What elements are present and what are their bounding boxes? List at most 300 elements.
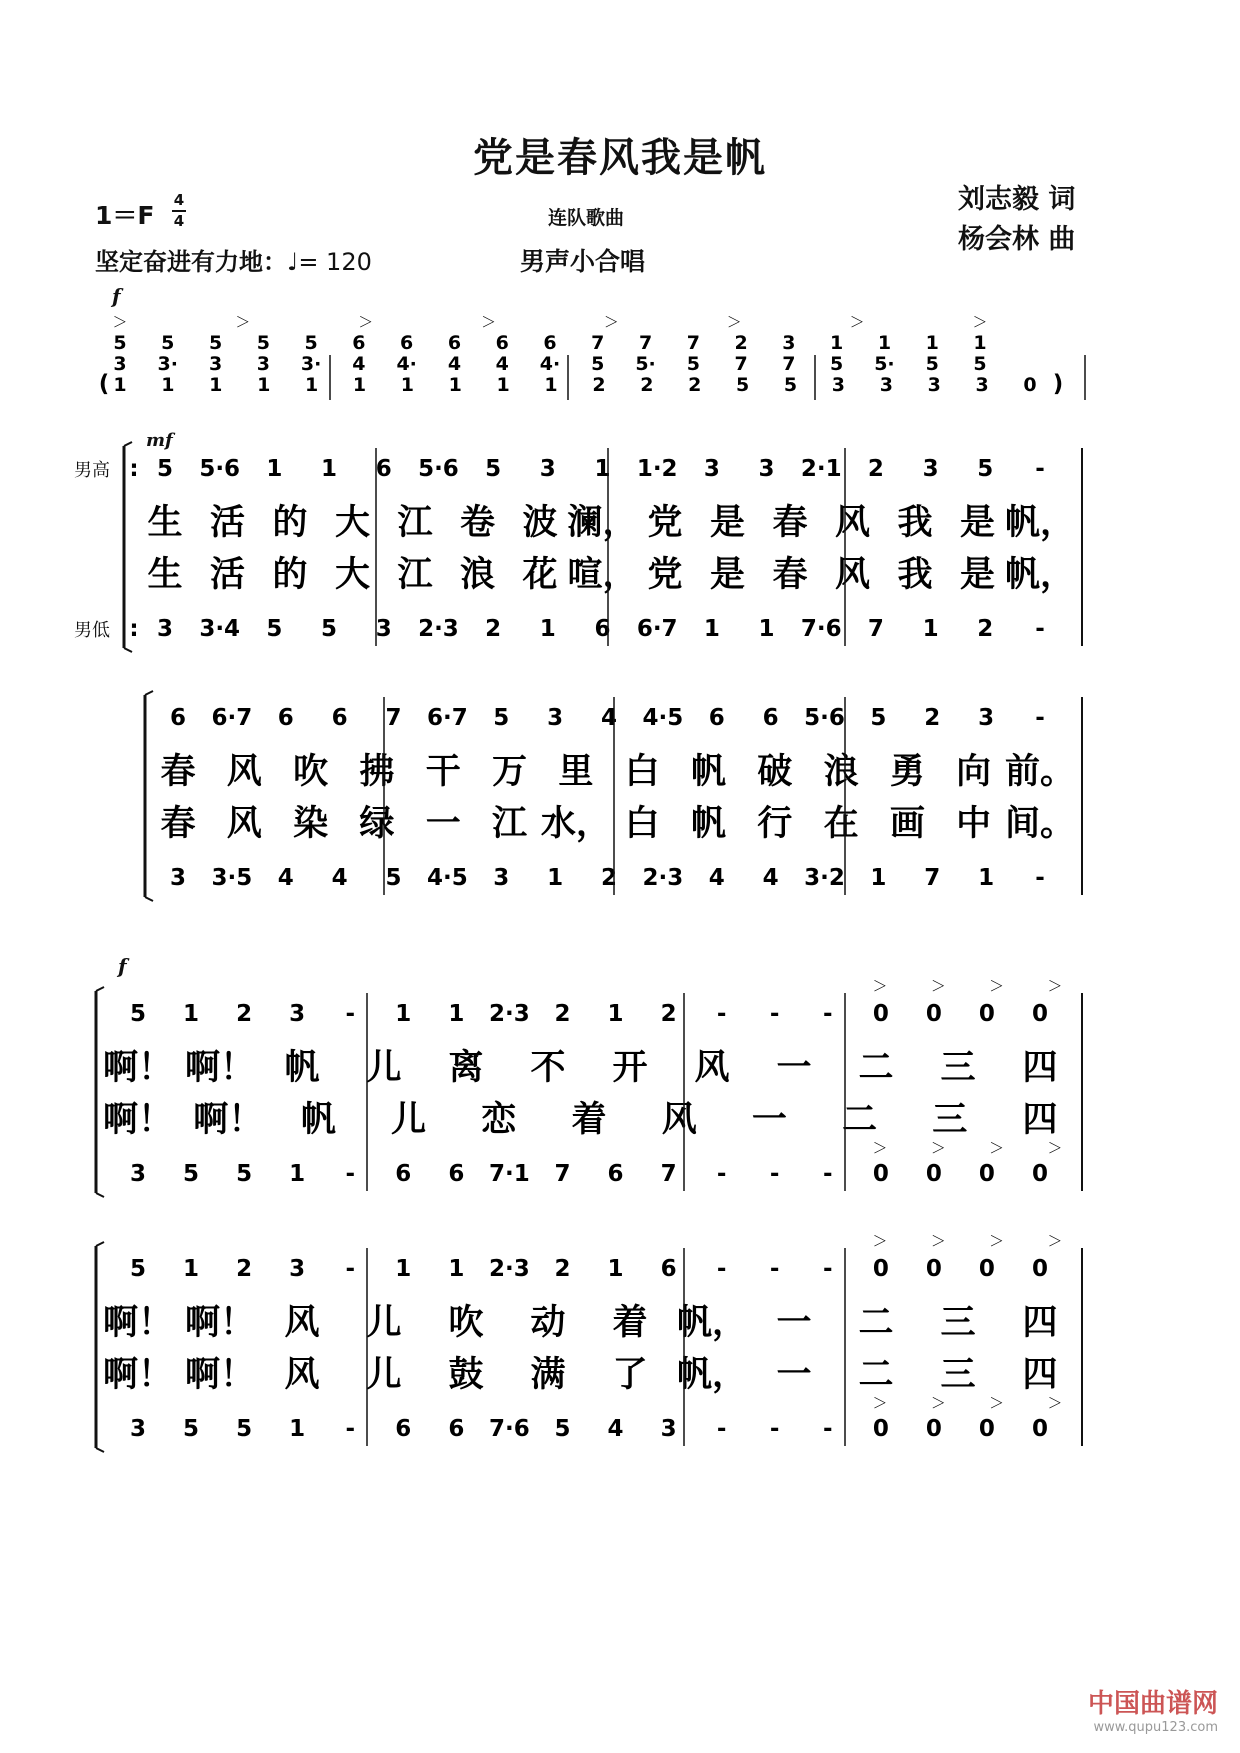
lyric-verse2: 江 — [397, 555, 433, 595]
lyric-verse1: 春 — [160, 752, 196, 792]
system-bracket-cap — [124, 442, 132, 446]
lyric-verse2: 水， — [540, 804, 611, 844]
intro-note-mid: 4· — [539, 353, 561, 375]
intro-note-low: 1 — [400, 374, 414, 396]
accent-mark: ＞ — [726, 313, 742, 331]
melody-note-low: - — [769, 1416, 780, 1442]
melody-note-high: 2·3 — [489, 1001, 530, 1027]
intro-note-mid: 5 — [830, 353, 844, 375]
lyric-verse2: 三 — [940, 1355, 976, 1395]
intro-note-top: 7 — [686, 332, 700, 354]
melody-note-low: 1 — [289, 1161, 306, 1187]
melody-note-high: 2 — [924, 705, 941, 731]
accent-mark: ＞ — [112, 313, 128, 331]
tempo-text: 坚定奋进有力地： — [95, 248, 287, 276]
lyric-verse1: 帆 — [284, 1048, 320, 1088]
melody-note-low: 6 — [395, 1416, 412, 1442]
intro-close-paren: ) — [1052, 371, 1064, 397]
melody-note-low: 1 — [539, 616, 556, 642]
lyric-verse2: 帆， — [1004, 555, 1076, 595]
melody-note-low: 2 — [485, 616, 502, 642]
melody-note-high: 5 — [977, 456, 994, 482]
intro-note-low: 1 — [113, 374, 127, 396]
melody-note-low: 6·7 — [636, 616, 678, 642]
accent-mark: ＞ — [1047, 1232, 1063, 1250]
lyric-verse1: 二 — [858, 1048, 894, 1088]
lyric-verse1: 三 — [940, 1303, 976, 1343]
lyric-verse2: 二 — [842, 1100, 878, 1140]
melody-note-low: 7·1 — [489, 1161, 530, 1187]
intro-note-top: 7 — [638, 332, 653, 354]
lyric-verse2: 染 — [293, 804, 329, 844]
melody-note-low: 3 — [129, 1161, 147, 1187]
accent-mark: ＞ — [930, 1139, 946, 1157]
intro-note-mid: 4 — [352, 353, 366, 375]
tempo-value: ♩= 120 — [287, 248, 372, 276]
lyric-verse1: 大 — [334, 503, 371, 543]
melody-note-high: 5 — [870, 705, 887, 731]
melody-note-low: 5 — [385, 865, 402, 891]
melody-note-low: 1 — [703, 616, 720, 642]
lyric-verse1: 风 — [834, 503, 871, 543]
melody-note-high: 3 — [758, 456, 775, 482]
intro-note-top: 6 — [352, 332, 366, 354]
lyric-verse2: 儿 — [391, 1100, 427, 1140]
melody-note-low: 0 — [925, 1416, 942, 1442]
accent-mark: ＞ — [481, 313, 497, 331]
melody-note-low: 2 — [600, 865, 618, 891]
intro-note-low: 1 — [209, 374, 223, 396]
lyric-verse1: 春 — [772, 503, 808, 543]
intro-note-top: 5 — [208, 332, 223, 354]
melody-note-low: - — [345, 1416, 356, 1442]
accent-mark: ＞ — [872, 1232, 888, 1250]
lyric-verse1: 不 — [530, 1048, 566, 1088]
melody-note-low: 3·5 — [211, 865, 253, 891]
lyric-verse1: 拂 — [359, 752, 395, 792]
accent-mark: ＞ — [1047, 977, 1063, 995]
intro-note-low: 3 — [831, 374, 846, 396]
intro-note-top: 6 — [495, 332, 509, 354]
lyric-verse1: 吹 — [448, 1303, 484, 1343]
time-sig-numerator: 4 — [173, 191, 185, 209]
lyric-verse2: 党 — [647, 555, 683, 595]
lyric-verse1: 开 — [612, 1048, 648, 1088]
intro-note-mid: 3 — [256, 353, 270, 375]
lyric-verse2: 是 — [709, 555, 746, 595]
melody-note-high: 6 — [375, 456, 392, 482]
melody-note-low: 0 — [1031, 1416, 1049, 1442]
melody-note-low: - — [1035, 616, 1045, 642]
melody-note-low: 0 — [925, 1161, 942, 1187]
key-signature: 1＝F — [95, 201, 155, 230]
watermark-text: 中国曲谱网 — [1087, 1689, 1218, 1719]
melody-note-low: 4 — [762, 865, 779, 891]
accent-mark: ＞ — [872, 1394, 888, 1412]
intro-note-mid: 3 — [208, 353, 223, 375]
melody-note-high: 0 — [1031, 1001, 1049, 1027]
lyric-verse2: 江 — [492, 804, 528, 844]
melody-note-high: 2·3 — [489, 1256, 530, 1282]
lyric-verse2: 儿 — [366, 1355, 402, 1395]
melody-note-low: 2 — [977, 616, 994, 642]
melody-note-high: 1 — [448, 1256, 465, 1282]
melody-note-low: 4 — [708, 865, 725, 891]
intro-note-top: 2 — [734, 332, 748, 354]
melody-note-high: 0 — [1031, 1256, 1049, 1282]
lyric-verse2: 啊！ — [184, 1355, 256, 1395]
system-bracket-cap — [124, 648, 132, 652]
lyric-verse1: 里 — [558, 752, 594, 792]
intro-note-mid: 7 — [782, 353, 796, 375]
lyric-verse1: 波 — [522, 503, 558, 543]
melody-note-high: - — [822, 1001, 833, 1027]
lyric-verse1: 白 — [624, 752, 660, 792]
melody-note-low: 5 — [183, 1161, 200, 1187]
melody-note-high: 6 — [277, 705, 294, 731]
watermark-url: www.qupu123.com — [1093, 1720, 1218, 1735]
intro-note-top: 1 — [830, 332, 844, 354]
melody-note-low: 3 — [493, 865, 510, 891]
lyric-verse1: 一 — [776, 1048, 812, 1088]
lyric-verse2: 啊！ — [102, 1100, 174, 1140]
lyric-verse2: 喧， — [567, 555, 638, 595]
melody-note-high: 5·6 — [804, 705, 845, 731]
lyric-verse1: 生 — [147, 503, 183, 543]
melody-note-low: 4 — [277, 865, 294, 891]
intro-note-mid: 3· — [300, 353, 322, 375]
lyric-verse2: 花 — [522, 555, 558, 595]
accent-mark: ＞ — [989, 977, 1005, 995]
accent-mark: ＞ — [930, 1232, 946, 1250]
melody-note-high: 3 — [289, 1256, 306, 1282]
intro-note-top: 6 — [543, 332, 557, 354]
intro-note-mid: 5 — [686, 353, 700, 375]
intro-note-low: 1 — [448, 374, 462, 396]
melody-note-low: 5 — [236, 1416, 253, 1442]
melody-note-low: 7 — [924, 865, 941, 891]
lyric-verse1: 儿 — [366, 1303, 402, 1343]
intro-note-low: 2 — [640, 374, 654, 396]
lyric-verse1: 干 — [425, 752, 461, 792]
melody-note-high: 0 — [978, 1001, 995, 1027]
melody-note-low: 0 — [872, 1161, 889, 1187]
intro-note-low: 3 — [975, 374, 989, 396]
intro-note-mid: 4 — [495, 353, 509, 375]
system-bracket-cap — [145, 691, 153, 695]
melody-note-high: 4 — [600, 705, 618, 731]
melody-note-low: 3·4 — [199, 616, 241, 642]
lyric-verse1: 帆 — [690, 752, 726, 792]
lyric-verse2: 画 — [889, 804, 925, 844]
melody-note-low: 3·2 — [804, 865, 845, 891]
melody-note-low: - — [822, 1161, 833, 1187]
melody-note-low: 0 — [872, 1416, 889, 1442]
melody-note-high: - — [769, 1001, 780, 1027]
lyricist-credit: 刘志毅 词 — [958, 184, 1076, 215]
lyric-verse1: 啊！ — [102, 1303, 174, 1343]
lyric-verse2: 活 — [209, 555, 246, 595]
lyric-verse1: 澜， — [567, 503, 638, 543]
lyric-verse1: 儿 — [366, 1048, 402, 1088]
intro-note-low: 1 — [496, 374, 510, 396]
melody-note-high: 6 — [331, 705, 348, 731]
lyric-verse1: 卷 — [459, 503, 496, 543]
accent-mark: ＞ — [989, 1394, 1005, 1412]
lyric-verse2: 春 — [772, 555, 808, 595]
melody-note-low: 0 — [978, 1416, 995, 1442]
melody-note-low: 5 — [183, 1416, 200, 1442]
melody-note-high: 7 — [385, 705, 402, 731]
intro-note-mid: 4· — [396, 353, 417, 375]
melody-note-high: 3 — [547, 705, 564, 731]
dynamic-chorus: f — [118, 954, 127, 978]
accent-mark: ＞ — [989, 1139, 1005, 1157]
melody-note-low: 0 — [1031, 1161, 1049, 1187]
accent-mark: ＞ — [972, 313, 988, 331]
lyric-verse2: 啊！ — [102, 1355, 174, 1395]
melody-note-high: 1 — [448, 1001, 465, 1027]
melody-note-low: 3 — [375, 616, 392, 642]
melody-note-low: 4 — [331, 865, 348, 891]
melody-note-low: 1 — [978, 865, 995, 891]
melody-note-high: 6 — [660, 1256, 677, 1282]
melody-note-high: - — [769, 1256, 780, 1282]
lyric-verse1: 向 — [956, 752, 992, 792]
melody-note-low: 2·3 — [418, 616, 459, 642]
melody-note-low: 4 — [607, 1416, 624, 1442]
melody-note-low: 3 — [169, 865, 187, 891]
intro-note-mid: 5 — [925, 353, 939, 375]
melody-note-low: 3 — [660, 1416, 677, 1442]
intro-note-top: 1 — [925, 332, 939, 354]
melody-note-high: 2·1 — [800, 456, 842, 482]
melody-note-low: - — [716, 1161, 727, 1187]
lyric-verse2: 风 — [226, 804, 262, 844]
melody-note-high: 2 — [867, 456, 884, 482]
lyric-verse2: 帆 — [300, 1100, 336, 1140]
intro-open-paren: ( — [98, 371, 110, 397]
lyric-verse2: 生 — [147, 555, 183, 595]
lyric-verse1: 江 — [397, 503, 433, 543]
accent-mark: ＞ — [989, 1232, 1005, 1250]
lyric-verse1: 四 — [1022, 1303, 1058, 1343]
lyric-verse2: 中 — [956, 804, 992, 844]
melody-note-high: 3 — [289, 1001, 306, 1027]
melody-note-high: 5·6 — [418, 456, 459, 482]
lyric-verse1: 啊！ — [184, 1048, 256, 1088]
intro-note-top: 1 — [973, 332, 987, 354]
melody-note-high: 5 — [485, 456, 502, 482]
lyric-verse1: 党 — [647, 503, 683, 543]
part-label-low: 男低 — [74, 620, 110, 641]
melody-note-low: 6 — [395, 1161, 412, 1187]
accent-mark: ＞ — [930, 1394, 946, 1412]
melody-note-low: 1 — [289, 1416, 306, 1442]
dynamic-intro: f — [112, 284, 121, 308]
melody-note-high: 5 — [156, 456, 174, 482]
melody-note-high: 5·6 — [199, 456, 241, 482]
lyric-verse2: 的 — [272, 555, 308, 595]
lyric-verse2: 风 — [834, 555, 871, 595]
lyric-verse2: 了 — [612, 1355, 648, 1395]
song-title: 党是春风我是帆 — [473, 135, 767, 181]
melody-note-high: - — [716, 1256, 727, 1282]
lyric-verse2: 我 — [897, 555, 933, 595]
melody-note-low: 5 — [321, 616, 338, 642]
accent-mark: ＞ — [603, 313, 619, 331]
melody-note-high: 1 — [395, 1001, 412, 1027]
lyric-verse1: 帆， — [676, 1303, 748, 1343]
melody-note-high: 6 — [708, 705, 725, 731]
lyric-verse1: 离 — [448, 1048, 484, 1088]
intro-note-low: 2 — [592, 374, 606, 396]
lyric-verse1: 动 — [530, 1303, 566, 1343]
lyric-verse1: 破 — [757, 752, 793, 792]
melody-note-low: 3 — [129, 1416, 147, 1442]
intro-note-top: 5 — [161, 332, 175, 354]
lyric-verse1: 啊！ — [102, 1048, 174, 1088]
melody-note-low: 2·3 — [642, 865, 684, 891]
lyric-verse1: 四 — [1022, 1048, 1058, 1088]
melody-note-high: 1 — [183, 1256, 200, 1282]
system-bracket-cap — [145, 897, 153, 901]
lyric-verse2: 四 — [1022, 1355, 1058, 1395]
intro-note-top: 7 — [591, 332, 605, 354]
lyric-verse1: 前。 — [1004, 752, 1076, 792]
melody-note-low: - — [345, 1161, 356, 1187]
lyric-verse1: 啊！ — [184, 1303, 256, 1343]
melody-note-low: 7 — [660, 1161, 677, 1187]
dynamic-verse: mf — [146, 430, 173, 451]
lyric-verse2: 风 — [284, 1355, 320, 1395]
melody-note-high: 3 — [978, 705, 995, 731]
intro-note-low: 0 — [1023, 374, 1037, 396]
intro-note-mid: 4 — [447, 353, 462, 375]
lyric-verse1: 万 — [492, 752, 528, 792]
system-bracket-cap — [96, 987, 104, 991]
intro-note-top: 6 — [400, 332, 414, 354]
intro-note-top: 5 — [256, 332, 270, 354]
repeat-sign-low: : — [129, 616, 139, 642]
intro-note-top: 5 — [304, 332, 318, 354]
system-bracket-cap — [96, 1448, 104, 1452]
lyric-verse2: 春 — [160, 804, 196, 844]
melody-note-high: 1 — [266, 456, 283, 482]
lyric-verse1: 是 — [709, 503, 746, 543]
lyric-verse2: 帆， — [676, 1355, 748, 1395]
intro-note-top: 1 — [877, 332, 892, 354]
melody-note-high: 2 — [236, 1256, 253, 1282]
melody-note-high: 3 — [539, 456, 556, 482]
genre-label: 连队歌曲 — [548, 207, 625, 229]
intro-note-top: 3 — [782, 332, 796, 354]
melody-note-high: - — [822, 1256, 833, 1282]
lyric-verse1: 的 — [272, 503, 308, 543]
melody-note-low: 1 — [870, 865, 887, 891]
intro-note-low: 1 — [304, 374, 319, 396]
melody-note-low: 1 — [922, 616, 939, 642]
melody-note-high: 5 — [493, 705, 510, 731]
lyric-verse2: 浪 — [459, 555, 496, 595]
lyric-verse1: 我 — [897, 503, 933, 543]
accent-mark: ＞ — [849, 313, 865, 331]
intro-note-low: 1 — [544, 374, 558, 396]
system-bracket-cap — [96, 1242, 104, 1246]
intro-note-low: 1 — [257, 374, 271, 396]
melody-note-high: 1 — [321, 456, 338, 482]
melody-note-low: 5 — [554, 1416, 571, 1442]
lyric-verse1: 浪 — [823, 752, 859, 792]
intro-note-low: 3 — [927, 374, 941, 396]
lyric-verse2: 在 — [823, 804, 859, 844]
lyric-verse2: 白 — [624, 804, 660, 844]
lyric-verse1: 活 — [209, 503, 246, 543]
lyric-verse2: 行 — [757, 804, 793, 844]
intro-note-mid: 3 — [113, 353, 127, 375]
intro-note-low: 3 — [879, 374, 893, 396]
melody-note-high: - — [345, 1001, 356, 1027]
lyric-verse2: 是 — [959, 555, 996, 595]
melody-note-high: 1 — [607, 1001, 624, 1027]
lyric-verse2: 帆 — [690, 804, 726, 844]
melody-note-high: 0 — [872, 1256, 889, 1282]
melody-note-high: 1 — [607, 1256, 624, 1282]
lyric-verse1: 三 — [940, 1048, 976, 1088]
lyric-verse2: 二 — [858, 1355, 894, 1395]
accent-mark: ＞ — [1047, 1394, 1063, 1412]
melody-note-high: - — [716, 1001, 727, 1027]
intro-note-mid: 7 — [734, 353, 748, 375]
melody-note-low: 5 — [266, 616, 283, 642]
melody-note-low: 5 — [236, 1161, 253, 1187]
intro-note-top: 6 — [447, 332, 462, 354]
melody-note-high: 1·2 — [636, 456, 678, 482]
accent-mark: ＞ — [235, 313, 251, 331]
melody-note-high: 0 — [925, 1256, 942, 1282]
intro-note-mid: 3· — [157, 353, 179, 375]
melody-note-high: - — [345, 1256, 356, 1282]
accent-mark: ＞ — [872, 977, 888, 995]
melody-note-low: 6 — [607, 1161, 624, 1187]
melody-note-high: 1 — [594, 456, 611, 482]
intro-note-low: 2 — [688, 374, 702, 396]
intro-note-top: 5 — [113, 332, 127, 354]
melody-note-high: 0 — [925, 1001, 942, 1027]
lyric-verse1: 一 — [776, 1303, 812, 1343]
melody-note-low: 7 — [554, 1161, 571, 1187]
lyric-verse2: 啊！ — [193, 1100, 264, 1140]
melody-note-high: 2 — [236, 1001, 253, 1027]
melody-note-high: 6 — [169, 705, 187, 731]
intro-note-low: 1 — [161, 374, 175, 396]
lyric-verse2: 三 — [932, 1100, 968, 1140]
lyric-verse2: 一 — [751, 1100, 787, 1140]
melody-note-high: 5 — [129, 1256, 147, 1282]
part-label-high: 男高 — [74, 460, 110, 481]
melody-note-low: 3 — [156, 616, 174, 642]
lyric-verse2: 恋 — [481, 1100, 517, 1140]
time-sig-denominator: 4 — [173, 212, 185, 230]
lyric-verse2: 满 — [530, 1355, 566, 1395]
melody-note-high: 1 — [395, 1256, 412, 1282]
melody-note-low: 7·6 — [489, 1416, 530, 1442]
melody-note-high: - — [1035, 456, 1045, 482]
lyric-verse2: 间。 — [1004, 804, 1076, 844]
lyric-verse1: 帆， — [1004, 503, 1076, 543]
melody-note-high: 3 — [922, 456, 939, 482]
intro-note-mid: 5 — [973, 353, 987, 375]
